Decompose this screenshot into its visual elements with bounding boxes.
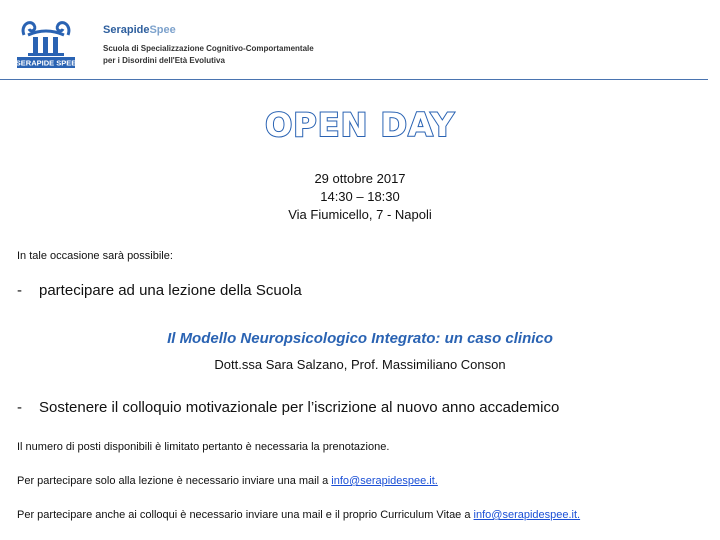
org-desc-line1: Scuola di Specializzazione Cognitivo-Comportamentale [103,44,314,53]
event-date: 29 ottobre 2017 [314,171,406,186]
bullet-lesson [17,282,302,299]
org-desc-line2: per i Disordini dell'Età Evolutiva [103,56,225,65]
event-time: 14:30 – 18:30 [320,189,400,204]
note-interview-text: Per partecipare anche ai colloqui è necessario inviare una mail e il proprio Curriculum Vitae a [17,509,474,521]
logo-text: SERAPIDE SPEE [16,58,76,68]
event-details [0,170,720,224]
bullet-lesson-text: partecipare ad una lezione della Scuola [39,282,302,299]
header-divider [0,79,708,80]
note-lesson-only [17,475,438,487]
serapide-logo [16,13,76,69]
event-address: Via Fiumicello, 7 - Napoli [288,207,432,222]
email-link[interactable]: info@serapidespee.it. [473,509,581,521]
intro-text: In tale occasione sarà possibile: [17,250,173,262]
header [0,0,720,80]
lesson-title: Il Modello Neuropsicologico Integrato: un caso clinico [167,330,553,347]
speakers: Dott.ssa Sara Salzano, Prof. Massimiliano Conson [214,357,506,372]
bullet-interview-text: Sostenere il colloquio motivazionale per l’iscrizione al nuovo anno accademico [39,399,560,416]
org-description [103,43,314,67]
org-name: SerapideSpee [103,24,176,36]
note-lesson-only-text: Per partecipare solo alla lezione è necessario inviare una mail a [17,475,332,487]
bullet-interview [17,399,559,416]
note-limited-seats: Il numero di posti disponibili è limitato pertanto è necessaria la prenotazione. [17,441,390,453]
bullet-dash: - [17,399,22,416]
email-link[interactable]: info@serapidespee.it. [331,475,438,487]
bullet-dash: - [17,282,22,299]
page-title: OPEN DAY [265,106,455,144]
note-interview [17,509,580,521]
